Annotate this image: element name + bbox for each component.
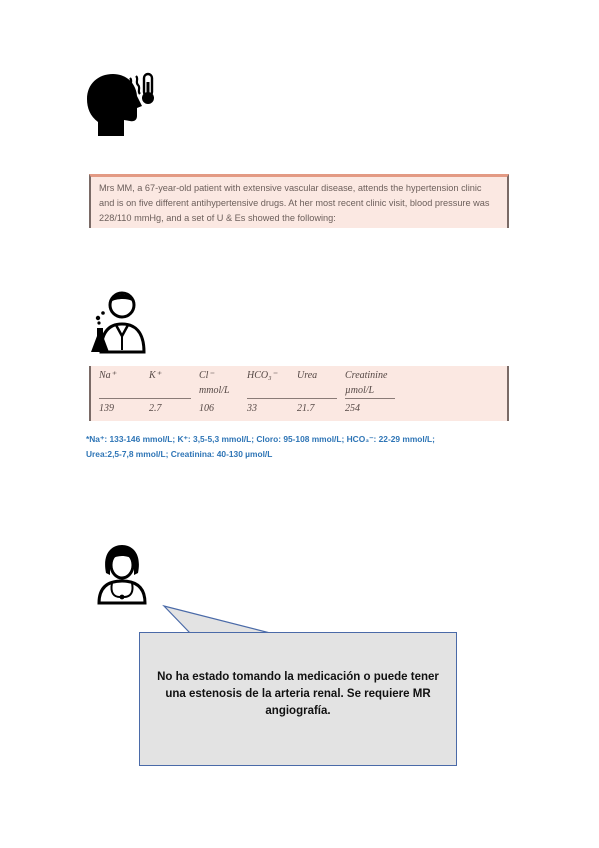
reference-ranges [86,432,506,462]
table-rule [99,398,191,399]
value-sodium: 139 [99,403,114,414]
case-description: Mrs MM, a 67-year-old patient with extensive vascular disease, attends the hypertension clinic and is on five different antihypertensive drugs. At her most recent clinic visit, blood pressure was 228/110 mmHg, and a set of U & Es showed the following: [99,183,490,223]
case-description-box [89,174,509,228]
value-urea: 21.7 [297,403,315,414]
unit-umol: µmol/L [345,385,375,396]
header-potassium: K⁺ [149,370,161,381]
value-creatinine: 254 [345,403,360,414]
table-rule [247,398,337,399]
value-potassium: 2.7 [149,403,162,414]
value-chloride: 106 [199,403,214,414]
table-rule [345,398,395,399]
doctor-comment: No ha estado tomando la medicación o puede tener una estenosis de la arteria renal. Se requiere MR angiografía. [157,671,439,717]
speech-bubble [139,632,457,766]
header-sodium: Na⁺ [99,370,116,381]
lab-results-table [99,370,499,417]
header-bicarbonate: HCO₃⁻ [247,370,277,381]
lab-header-row [99,370,499,398]
lab-scientist-icon [89,290,149,354]
reference-line-2: Urea:2,5-7,8 mmol/L; Creatinina: 40-130 µmol/L [86,449,273,459]
sick-patient-thermometer-icon [86,72,158,138]
female-doctor-icon [96,543,148,605]
unit-mmol: mmol/L [199,385,230,396]
header-chloride: Cl⁻ [199,370,214,381]
value-bicarbonate: 33 [247,403,257,414]
header-urea: Urea [297,370,318,381]
lab-values-row [99,403,499,417]
header-creatinine: Creatinine [345,370,388,381]
reference-line-1: *Na⁺: 133-146 mmol/L; K⁺: 3,5-5,3 mmol/L; Cloro: 95-108 mmol/L; HCO₃⁻: 22-29 mmol/L; [86,434,435,444]
lab-results-box [89,366,509,421]
